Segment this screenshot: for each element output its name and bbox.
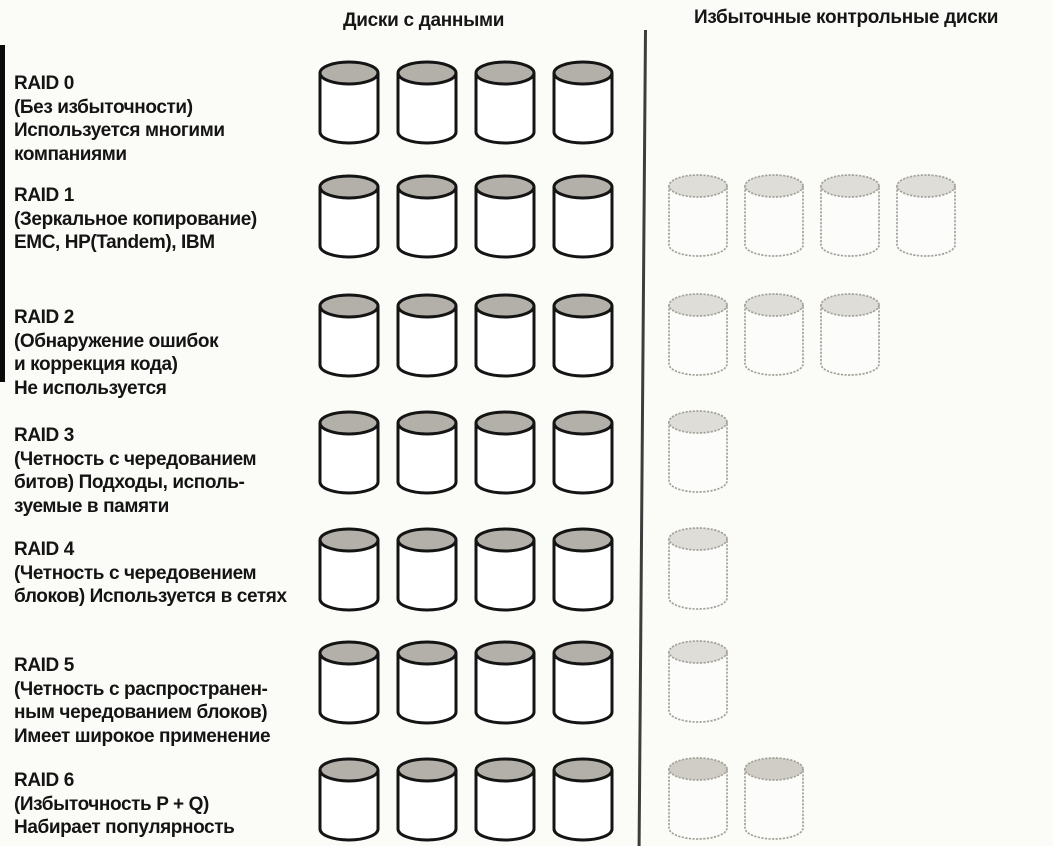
data-disk — [474, 174, 536, 259]
disk-cylinder-graphic — [667, 409, 729, 494]
raid-level-label — [14, 306, 218, 400]
data-disk — [396, 527, 458, 612]
disk-cylinder-graphic — [396, 293, 458, 378]
raid-level-label — [14, 424, 256, 518]
disk-cylinder-graphic — [819, 173, 881, 258]
page-margin-artifact — [0, 45, 5, 382]
check-disk — [743, 173, 805, 258]
data-disk — [552, 293, 614, 378]
data-disk — [318, 174, 380, 259]
disk-cylinder-graphic — [667, 173, 729, 258]
check-disk — [895, 173, 957, 258]
disk-cylinder-graphic — [318, 293, 380, 378]
disk-cylinder-graphic — [552, 174, 614, 259]
raid-level-description-line: (Четность с чередованием — [14, 448, 257, 470]
data-disk — [318, 410, 380, 495]
check-disk — [667, 756, 729, 841]
disk-cylinder-graphic — [396, 174, 458, 259]
data-disk — [396, 293, 458, 378]
disk-cylinder-graphic — [819, 292, 881, 377]
data-disk — [318, 640, 380, 725]
data-disk — [396, 60, 458, 145]
disk-cylinder-graphic — [318, 60, 380, 145]
disk-cylinder-graphic — [552, 293, 614, 378]
data-disks-column-header: Диски с данными — [343, 10, 505, 31]
disk-cylinder-graphic — [743, 756, 805, 841]
raid-level-description-line: (Зеркальное копирование) — [14, 208, 257, 230]
disk-cylinder-graphic — [396, 640, 458, 725]
raid-level-description-line: Используется многими — [14, 120, 225, 141]
disk-cylinder-graphic — [552, 410, 614, 495]
disk-cylinder-graphic — [552, 527, 614, 612]
raid-level-label — [14, 184, 257, 255]
data-disk — [318, 293, 380, 378]
check-disk — [743, 292, 805, 377]
data-disk — [396, 640, 458, 725]
raid-level-description-line: Набирает популярность — [14, 817, 235, 838]
disk-cylinder-graphic — [743, 292, 805, 377]
data-disk — [318, 60, 380, 145]
raid-level-description-line: ным чередованием блоков) — [14, 702, 268, 723]
raid-level-name: RAID 5 — [14, 655, 74, 676]
disk-cylinder-graphic — [474, 640, 536, 725]
disk-cylinder-graphic — [474, 293, 536, 378]
raid-level-name: RAID 1 — [14, 185, 74, 206]
data-disk — [318, 757, 380, 842]
check-disk — [819, 292, 881, 377]
check-disk — [667, 292, 729, 377]
disk-cylinder-graphic — [743, 173, 805, 258]
raid-level-description-line: EMC, HP(Tandem), IBM — [14, 232, 215, 253]
disk-cylinder-graphic — [667, 756, 729, 841]
raid-level-description-line: (Без избыточности) — [14, 96, 193, 118]
raid-level-name: RAID 6 — [14, 770, 74, 791]
raid-level-description-line: Имеет широкое применение — [14, 725, 271, 747]
check-disk — [667, 639, 729, 724]
disk-cylinder-graphic — [318, 527, 380, 612]
disk-cylinder-graphic — [318, 640, 380, 725]
data-disk — [474, 410, 536, 495]
disk-cylinder-graphic — [667, 639, 729, 724]
raid-level-description-line: компаниями — [14, 143, 127, 165]
raid-level-description-line: зуемые в памяти — [14, 495, 169, 517]
raid-level-description-line: (Четность с распространен- — [14, 678, 268, 700]
data-disk — [318, 527, 380, 612]
data-disk — [474, 293, 536, 378]
column-divider-line — [638, 30, 647, 846]
data-disk — [552, 527, 614, 612]
raid-level-label — [14, 538, 287, 609]
disk-cylinder-graphic — [667, 292, 729, 377]
data-disk — [552, 60, 614, 145]
disk-cylinder-graphic — [474, 60, 536, 145]
disk-cylinder-graphic — [474, 527, 536, 612]
check-disk — [819, 173, 881, 258]
raid-level-name: RAID 0 — [14, 73, 74, 94]
raid-level-description-line: (Избыточность P + Q) — [14, 793, 209, 815]
disk-cylinder-graphic — [318, 410, 380, 495]
raid-level-name: RAID 3 — [14, 425, 74, 446]
disk-cylinder-graphic — [474, 410, 536, 495]
data-disk — [552, 640, 614, 725]
raid-level-description-line: (Четность с чередовением — [14, 562, 257, 584]
raid-level-description-line: и коррекция кода) — [14, 354, 178, 375]
disk-cylinder-graphic — [396, 757, 458, 842]
disk-cylinder-graphic — [552, 60, 614, 145]
raid-level-description-line: Не используется — [14, 377, 167, 399]
disk-cylinder-graphic — [318, 174, 380, 259]
raid-level-label — [14, 769, 234, 840]
data-disk — [396, 174, 458, 259]
data-disk — [396, 757, 458, 842]
raid-level-name: RAID 4 — [14, 539, 74, 560]
disk-cylinder-graphic — [396, 60, 458, 145]
check-disks-column-header: Избыточные контрольные диски — [694, 7, 999, 28]
data-disk — [396, 410, 458, 495]
data-disk — [552, 757, 614, 842]
raid-level-description-line: (Обнаружение ошибок — [14, 330, 219, 352]
data-disk — [474, 60, 536, 145]
data-disk — [474, 757, 536, 842]
check-disk — [667, 409, 729, 494]
data-disk — [552, 410, 614, 495]
disk-cylinder-graphic — [474, 757, 536, 842]
raid-level-description-line: битов) Подходы, исполь- — [14, 472, 245, 493]
disk-cylinder-graphic — [895, 173, 957, 258]
disk-cylinder-graphic — [667, 526, 729, 611]
raid-level-label — [14, 654, 270, 748]
disk-cylinder-graphic — [318, 757, 380, 842]
data-disk — [552, 174, 614, 259]
disk-cylinder-graphic — [396, 410, 458, 495]
check-disk — [667, 526, 729, 611]
disk-cylinder-graphic — [552, 757, 614, 842]
disk-cylinder-graphic — [474, 174, 536, 259]
data-disk — [474, 527, 536, 612]
raid-level-description-line: блоков) Используется в сетях — [14, 586, 287, 607]
disk-cylinder-graphic — [396, 527, 458, 612]
check-disk — [667, 173, 729, 258]
raid-level-name: RAID 2 — [14, 307, 74, 328]
check-disk — [743, 756, 805, 841]
data-disk — [474, 640, 536, 725]
disk-cylinder-graphic — [552, 640, 614, 725]
raid-level-label — [14, 72, 225, 166]
